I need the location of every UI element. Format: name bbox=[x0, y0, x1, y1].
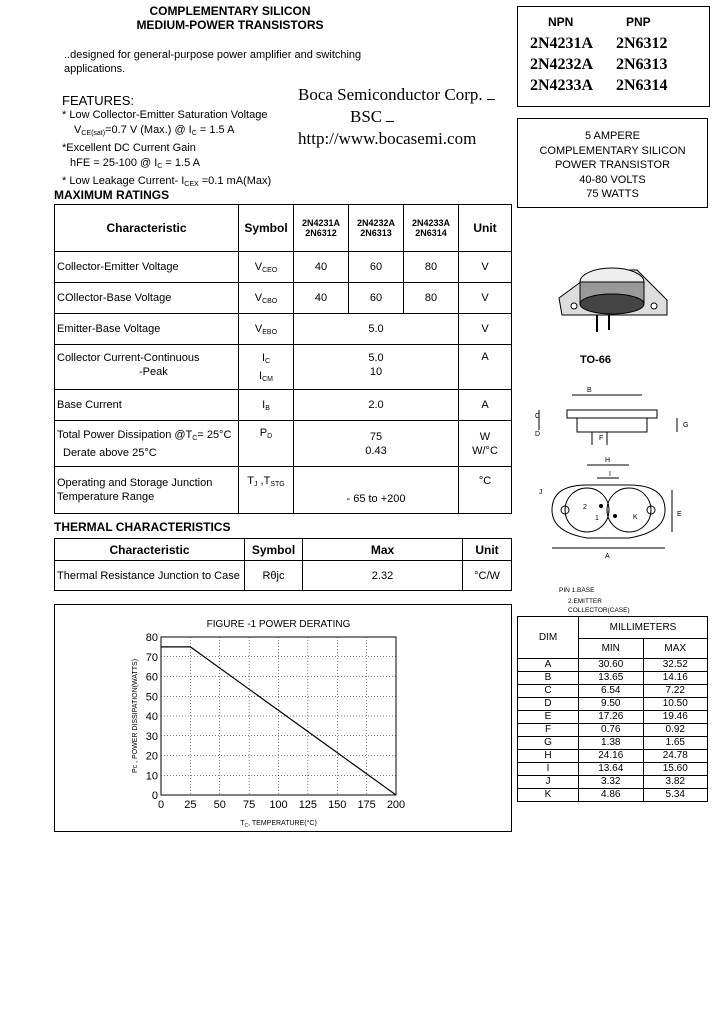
min-header: MIN bbox=[579, 639, 644, 659]
svg-text:D: D bbox=[535, 431, 541, 438]
col-characteristic: Characteristic bbox=[55, 205, 239, 252]
dim-max: 10.50 bbox=[643, 698, 708, 711]
dim-max: 14.16 bbox=[643, 672, 708, 685]
dim-row-h bbox=[518, 750, 708, 763]
features-heading: FEATURES: bbox=[62, 93, 134, 108]
feature-1: * Low Collector-Emitter Saturation Voltage bbox=[62, 109, 268, 121]
spec-box bbox=[517, 118, 708, 208]
x-tick-label: 200 bbox=[386, 799, 406, 811]
chart-title: FIGURE -1 POWER DERATING bbox=[206, 619, 351, 630]
dim-min: 17.26 bbox=[579, 711, 644, 724]
dim-max: 7.22 bbox=[643, 685, 708, 698]
dim-letter: H bbox=[518, 750, 579, 763]
feature-1-detail: $V_{CE(sat)}=0.7$ V (Max.) @ $I_C = 1.5$ A bbox=[74, 124, 235, 137]
dim-min: 13.64 bbox=[579, 763, 644, 776]
x-axis-label: $T_C$, TEMPERATURE(°C) bbox=[240, 820, 317, 829]
x-tick-label: 50 bbox=[213, 799, 226, 811]
y-tick-label: 0 bbox=[151, 790, 158, 802]
y-tick-label: 10 bbox=[145, 770, 158, 783]
pin-3-label: COLLECTOR(CASE) bbox=[568, 607, 630, 614]
max-ratings-heading: MAXIMUM RATINGS bbox=[54, 188, 170, 202]
dim-letter: G bbox=[518, 737, 579, 750]
dim-row-c bbox=[518, 685, 708, 698]
npn-heading: NPN bbox=[548, 15, 574, 29]
thermal-col-characteristic: Characteristic bbox=[55, 539, 245, 561]
svg-text:H: H bbox=[605, 457, 611, 464]
dim-max: 3.82 bbox=[643, 776, 708, 789]
x-tick-label: 0 bbox=[157, 799, 165, 811]
dim-row-g bbox=[518, 737, 708, 750]
svg-text:2: 2 bbox=[583, 504, 587, 511]
dim-min: 6.54 bbox=[579, 685, 644, 698]
company-abbrev: BSC bbox=[298, 106, 495, 128]
dim-row-d bbox=[518, 698, 708, 711]
y-tick-label: 40 bbox=[145, 711, 158, 723]
max-header: MAX bbox=[643, 639, 708, 659]
col-symbol: Symbol bbox=[239, 205, 294, 252]
dim-max: 15.60 bbox=[643, 763, 708, 776]
feature-3: * Low Leakage Current- $I_{CEX} =0.1$ mA(Max) bbox=[62, 175, 272, 188]
dim-min: 9.50 bbox=[579, 698, 644, 711]
y-tick-label: 20 bbox=[145, 750, 158, 763]
dim-letter: F bbox=[518, 724, 579, 737]
x-tick-label: 75 bbox=[243, 799, 256, 811]
thermal-col-max: Max bbox=[303, 539, 463, 561]
svg-text:G: G bbox=[683, 422, 689, 429]
dim-max: 19.46 bbox=[643, 711, 708, 724]
dim-letter: D bbox=[518, 698, 579, 711]
svg-text:B: B bbox=[587, 387, 592, 394]
spec-current: 5 AMPERE bbox=[584, 130, 641, 142]
features-list bbox=[62, 108, 271, 192]
dim-max: 0.92 bbox=[643, 724, 708, 737]
dim-row-f bbox=[518, 724, 708, 737]
dim-min: 1.38 bbox=[579, 737, 644, 750]
dim-letter: K bbox=[518, 789, 579, 802]
part-number-box bbox=[517, 6, 710, 107]
table-row: Total Power Dissipation $@T_C= 25^\circ C$ Derate above 25°C $P_D$ 75 0.43 W W/°C bbox=[55, 421, 512, 467]
npn-part-1: 2N4231A bbox=[530, 35, 594, 52]
power-derating-figure bbox=[54, 604, 512, 832]
svg-text:1: 1 bbox=[595, 515, 599, 522]
spec-type: COMPLEMENTARY SILICON bbox=[539, 144, 686, 157]
spec-device: POWER TRANSISTOR bbox=[554, 159, 671, 171]
dim-min: 13.65 bbox=[579, 672, 644, 685]
dim-letter: A bbox=[518, 659, 579, 672]
svg-text:C: C bbox=[535, 413, 541, 420]
dim-row-a bbox=[518, 659, 708, 672]
svg-text:J: J bbox=[539, 489, 543, 496]
y-tick-label: 30 bbox=[145, 730, 158, 743]
table-row: Collector Current-Continuous -Peak $I_C$ $I_{CM}$ 5.0 10 A bbox=[55, 345, 512, 390]
thermal-table bbox=[54, 538, 512, 591]
dim-min: 24.16 bbox=[579, 750, 644, 763]
dim-min: 4.86 bbox=[579, 789, 644, 802]
package-panel bbox=[517, 220, 708, 600]
x-tick-label: 175 bbox=[357, 799, 376, 811]
pin-1-label: PIN 1.BASE bbox=[559, 587, 595, 594]
pnp-heading: PNP bbox=[626, 15, 651, 29]
package-drawing bbox=[517, 220, 708, 600]
y-tick-label: 70 bbox=[145, 651, 158, 664]
to66-package-image bbox=[559, 268, 667, 332]
table-row: Operating and Storage Junction Temperature Range $T_J$ $,T_{STG}$ - 65 to +200 °C bbox=[55, 467, 512, 514]
pin-2-label: 2.EMITTER bbox=[568, 598, 602, 605]
col-part-3: 2N4233A 2N6314 bbox=[404, 205, 459, 252]
svg-text:K: K bbox=[633, 514, 638, 521]
table-row: Collector-Emitter Voltage $V_{CEO}$ 40 60 80 V bbox=[55, 252, 512, 283]
title-line-1: COMPLEMENTARY SILICON bbox=[149, 4, 311, 18]
company-url: http://www.bocasemi.com bbox=[298, 129, 477, 148]
svg-text:A: A bbox=[605, 553, 610, 560]
dim-row-e bbox=[518, 711, 708, 724]
dim-min: 3.32 bbox=[579, 776, 644, 789]
y-tick-label: 80 bbox=[145, 632, 158, 644]
spec-power: 75 WATTS bbox=[586, 188, 639, 200]
max-ratings-table bbox=[54, 204, 512, 514]
dim-max: 1.65 bbox=[643, 737, 708, 750]
x-tick-label: 125 bbox=[298, 799, 318, 811]
feature-2: *Excellent DC Current Gain bbox=[62, 142, 196, 154]
y-tick-label: 60 bbox=[145, 671, 158, 684]
feature-2-detail: hFE = 25-100 @ $I_C = 1.5$ A bbox=[70, 157, 200, 170]
dim-header: DIM bbox=[518, 617, 579, 659]
dim-letter: I bbox=[518, 763, 579, 776]
x-tick-label: 150 bbox=[328, 799, 347, 811]
bottom-view-drawing bbox=[552, 465, 672, 548]
dim-letter: E bbox=[518, 711, 579, 724]
company-name: Boca Semiconductor Corp. bbox=[298, 84, 495, 106]
table-row: COllector-Base Voltage $V_{CBO}$ 40 60 80 V bbox=[55, 283, 512, 314]
thermal-col-symbol: Symbol bbox=[245, 539, 303, 561]
mm-header: MILLIMETERS bbox=[579, 617, 708, 639]
col-unit: Unit bbox=[459, 205, 512, 252]
dim-max: 5.34 bbox=[643, 789, 708, 802]
dimensions-table bbox=[517, 616, 708, 802]
svg-text:E: E bbox=[677, 511, 682, 518]
dim-row-k bbox=[518, 789, 708, 802]
title-line-2: MEDIUM-POWER TRANSISTORS bbox=[136, 18, 324, 32]
dim-max: 32.52 bbox=[643, 659, 708, 672]
table-row: Base Current $I_B$ 2.0 A bbox=[55, 390, 512, 421]
npn-part-3: 2N4233A bbox=[530, 77, 594, 94]
dim-max: 24.78 bbox=[643, 750, 708, 763]
dim-row-b bbox=[518, 672, 708, 685]
power-derating-chart bbox=[55, 605, 511, 831]
thermal-heading: THERMAL CHARACTERISTICS bbox=[54, 520, 231, 534]
dim-letter: C bbox=[518, 685, 579, 698]
pnp-part-2: 2N6313 bbox=[616, 56, 668, 73]
package-name: TO-66 bbox=[580, 354, 611, 366]
x-tick-label: 25 bbox=[184, 799, 197, 811]
intro-line-2: applications. bbox=[64, 63, 126, 75]
y-axis-label: Pᴄ , POWER DISSIPATION(WATTS) bbox=[132, 658, 139, 774]
table-row: Emitter-Base Voltage $V_{EBO}$ 5.0 V bbox=[55, 314, 512, 345]
svg-text:F: F bbox=[599, 435, 604, 442]
dim-letter: B bbox=[518, 672, 579, 685]
pnp-part-3: 2N6314 bbox=[616, 77, 668, 94]
y-tick-label: 50 bbox=[145, 691, 158, 704]
x-tick-label: 100 bbox=[269, 799, 288, 811]
svg-text:I: I bbox=[609, 471, 611, 478]
intro-line-1: ..designed for general-purpose power amplifier and switching bbox=[64, 49, 362, 61]
col-part-2: 2N4232A 2N6313 bbox=[349, 205, 404, 252]
dim-min: 0.76 bbox=[579, 724, 644, 737]
table-row: Thermal Resistance Junction to Case Rθjc 2.32 °C/W bbox=[55, 561, 512, 591]
dim-row-i bbox=[518, 763, 708, 776]
dim-min: 30.60 bbox=[579, 659, 644, 672]
npn-part-2: 2N4232A bbox=[530, 56, 594, 73]
dim-letter: J bbox=[518, 776, 579, 789]
thermal-col-unit: Unit bbox=[463, 539, 512, 561]
col-part-1: 2N4231A 2N6312 bbox=[294, 205, 349, 252]
side-view-drawing bbox=[539, 395, 677, 445]
dim-row-j bbox=[518, 776, 708, 789]
pnp-part-1: 2N6312 bbox=[616, 35, 668, 52]
spec-voltage: 40-80 VOLTS bbox=[579, 173, 646, 186]
